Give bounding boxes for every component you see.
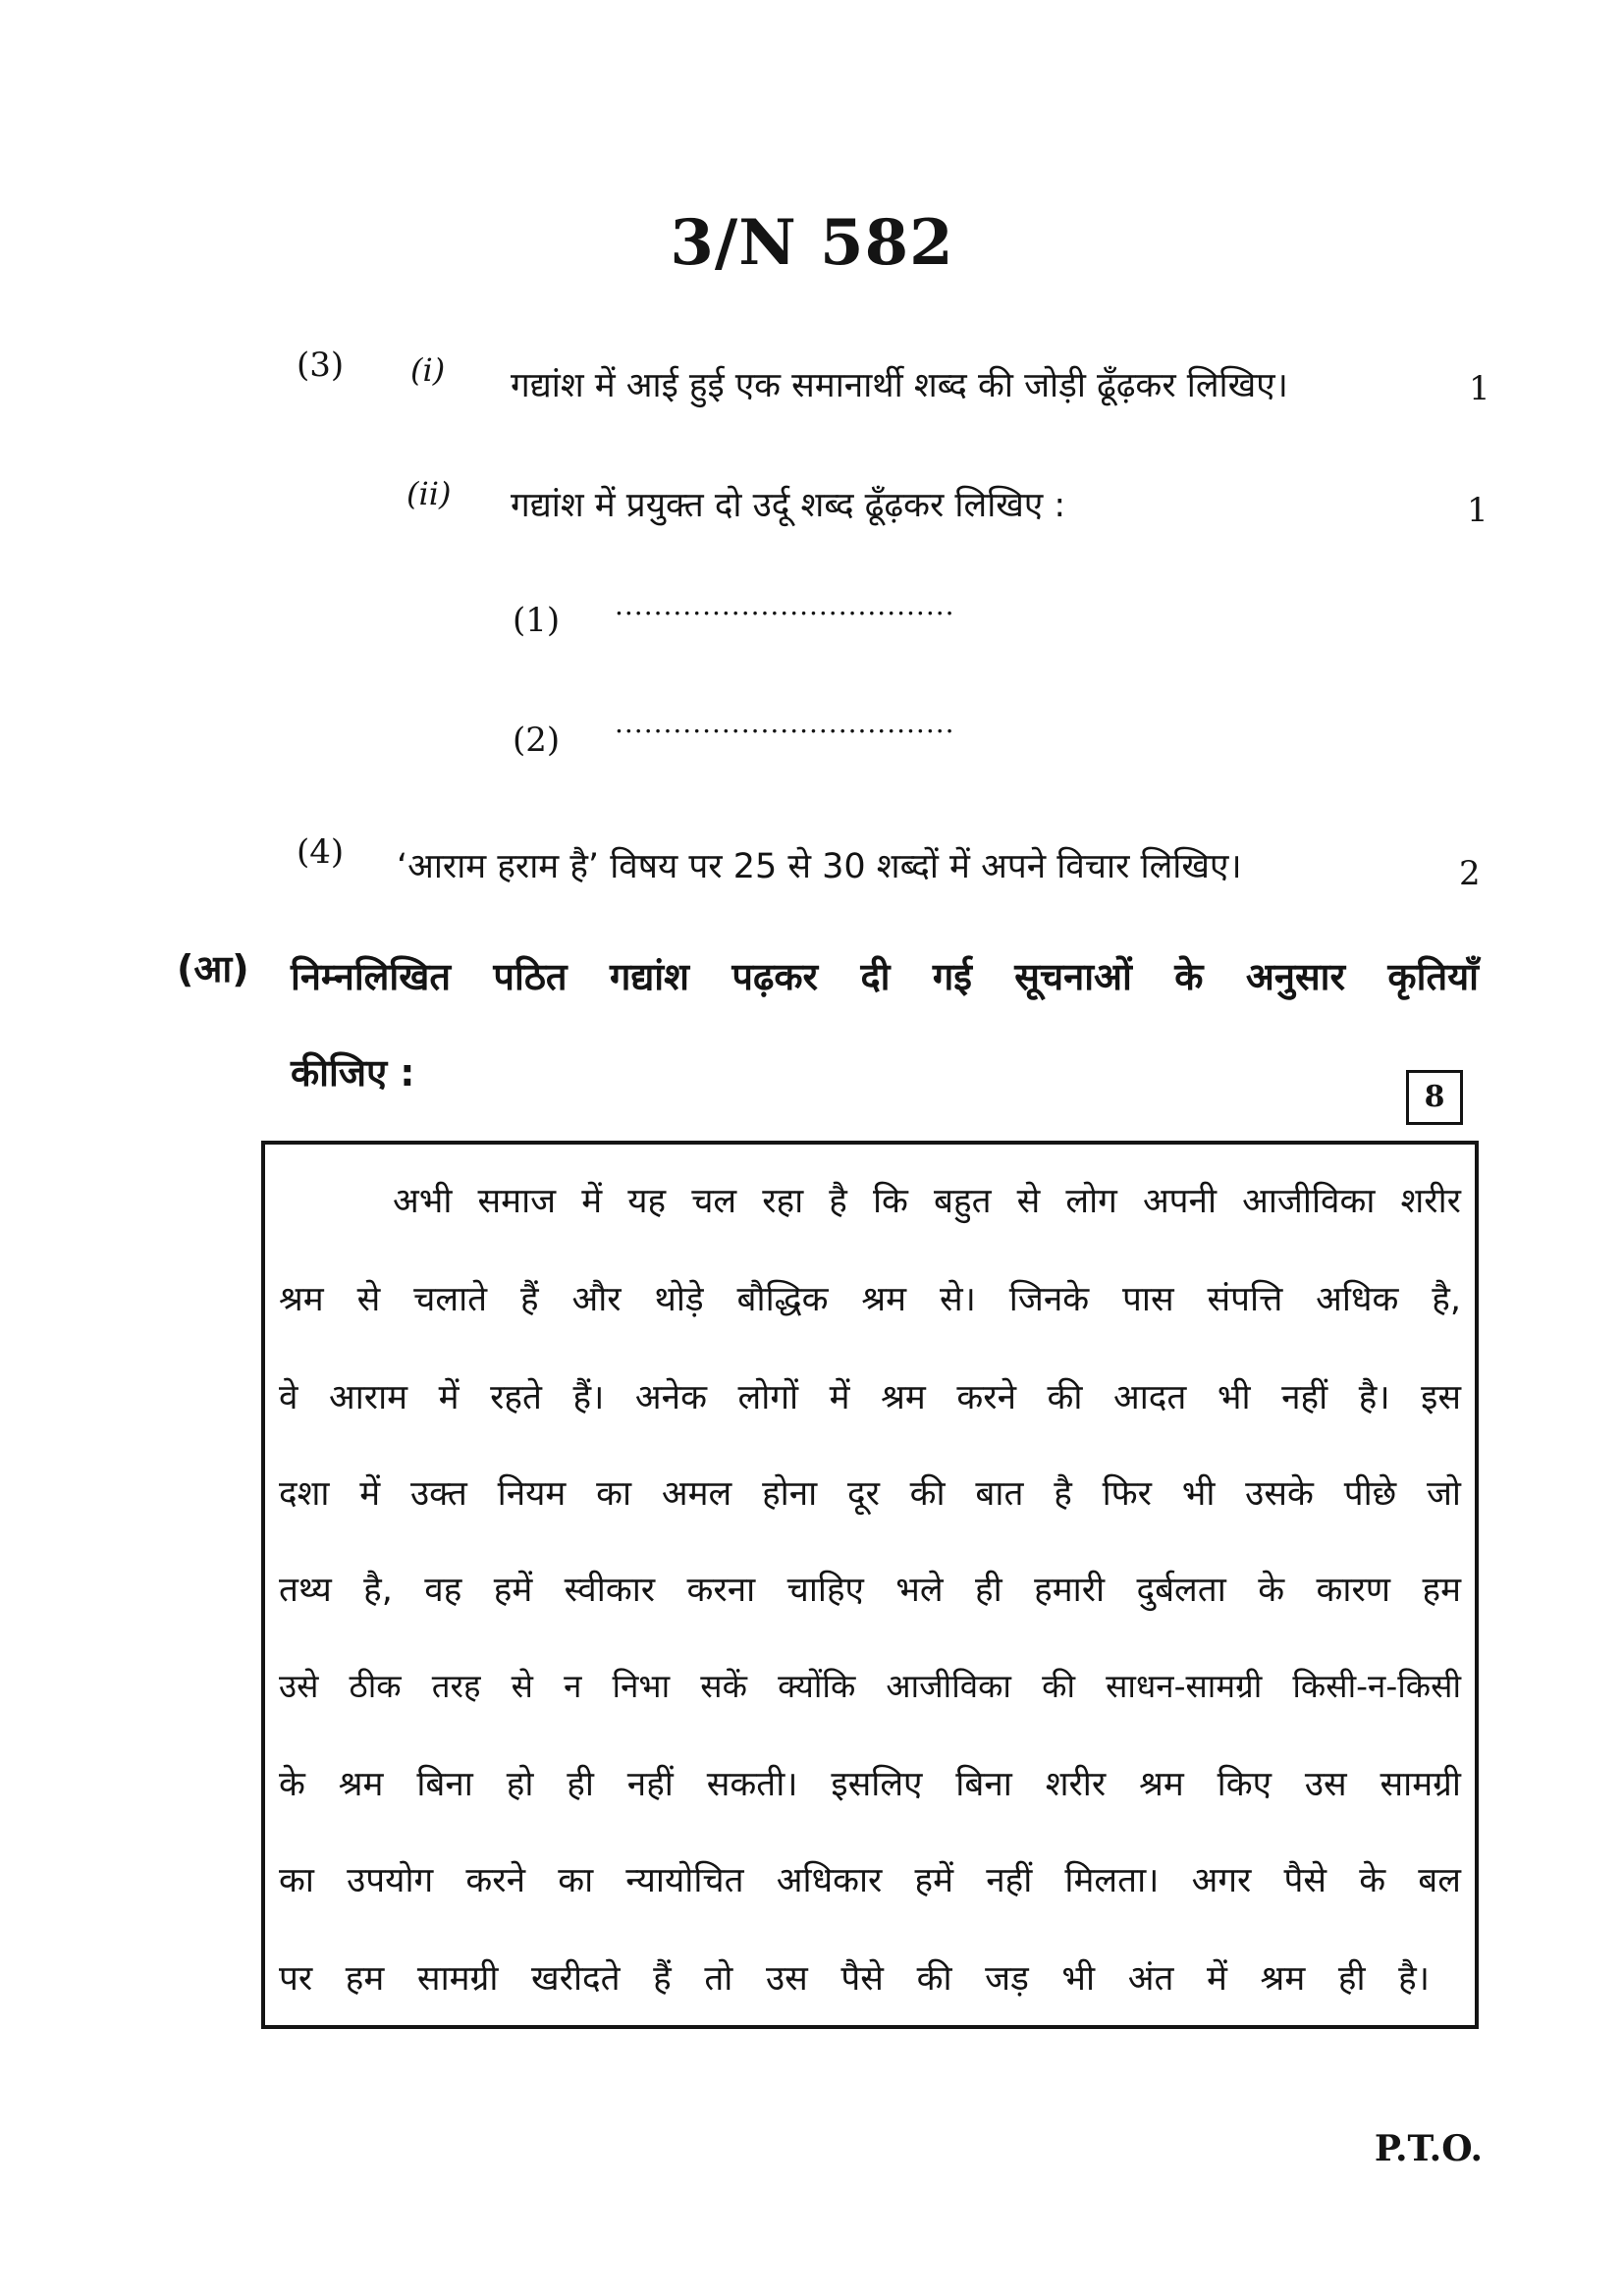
blank-2-line: ................................... bbox=[615, 707, 955, 739]
question-4-marks: 2 bbox=[1459, 854, 1481, 893]
question-4-number: (4) bbox=[297, 832, 345, 872]
section-aa-marks-box: 8 bbox=[1406, 1070, 1463, 1125]
question-3-part-i-label: (i) bbox=[410, 351, 446, 389]
page-turn-over: P.T.O. bbox=[1374, 2128, 1483, 2169]
question-3-part-ii-label: (ii) bbox=[406, 475, 452, 512]
passage-line-1: अभी समाज में यह चल रहा है कि बहुत से लोग अपनी आजीविका शरीर bbox=[393, 1182, 1461, 1221]
blank-1-line: ................................... bbox=[615, 589, 955, 621]
blank-1-label: (1) bbox=[513, 601, 561, 640]
passage-box bbox=[261, 1141, 1479, 2029]
question-3-number: (3) bbox=[297, 346, 345, 385]
passage-line-7: के श्रम बिना हो ही नहीं सकती। इसलिए बिना शरीर श्रम किए उस सामग्री bbox=[279, 1765, 1461, 1804]
passage-line-8: का उपयोग करने का न्यायोचित अधिकार हमें नहीं मिलता। अगर पैसे के बल bbox=[279, 1861, 1461, 1900]
question-3-part-ii-text: गद्यांश में प्रयुक्त दो उर्दू शब्द ढूँढ़कर लिखिए : bbox=[511, 486, 1066, 525]
section-aa-instruction-line-1: निम्नलिखित पठित गद्यांश पढ़कर दी गई सूचनाओं के अनुसार कृतियाँ bbox=[291, 955, 1479, 998]
passage-line-9: पर हम सामग्री खरीदते हैं तो उस पैसे की जड़ भी अंत में श्रम ही है। bbox=[279, 1959, 1430, 1999]
paper-code: 3/N 582 bbox=[670, 206, 954, 280]
question-3-part-i-marks: 1 bbox=[1469, 369, 1490, 408]
section-aa-label: (आ) bbox=[177, 947, 249, 990]
passage-line-4: दशा में उक्त नियम का अमल होना दूर की बात है फिर भी उसके पीछे जो bbox=[279, 1474, 1461, 1514]
passage-line-2: श्रम से चलाते हैं और थोड़े बौद्धिक श्रम से। जिनके पास संपत्ति अधिक है, bbox=[279, 1280, 1461, 1319]
question-3-part-i-text: गद्यांश में आई हुई एक समानार्थी शब्द की जोड़ी ढूँढ़कर लिखिए। bbox=[511, 366, 1288, 405]
question-3-part-ii-marks: 1 bbox=[1467, 491, 1489, 530]
passage-line-6: उसे ठीक तरह से न निभा सकें क्योंकि आजीविका की साधन-सामग्री किसी-न-किसी bbox=[279, 1667, 1461, 1705]
section-aa-instruction-line-2: कीजिए : bbox=[291, 1051, 415, 1095]
question-4-text: ‘आराम हराम है’ विषय पर 25 से 30 शब्दों में अपने विचार लिखिए। bbox=[397, 847, 1242, 886]
passage-line-3: वे आराम में रहते हैं। अनेक लोगों में श्रम करने की आदत भी नहीं है। इस bbox=[279, 1378, 1461, 1417]
passage-line-5: तथ्य है, वह हमें स्वीकार करना चाहिए भले ही हमारी दुर्बलता के कारण हम bbox=[279, 1571, 1461, 1610]
blank-2-label: (2) bbox=[513, 721, 561, 760]
